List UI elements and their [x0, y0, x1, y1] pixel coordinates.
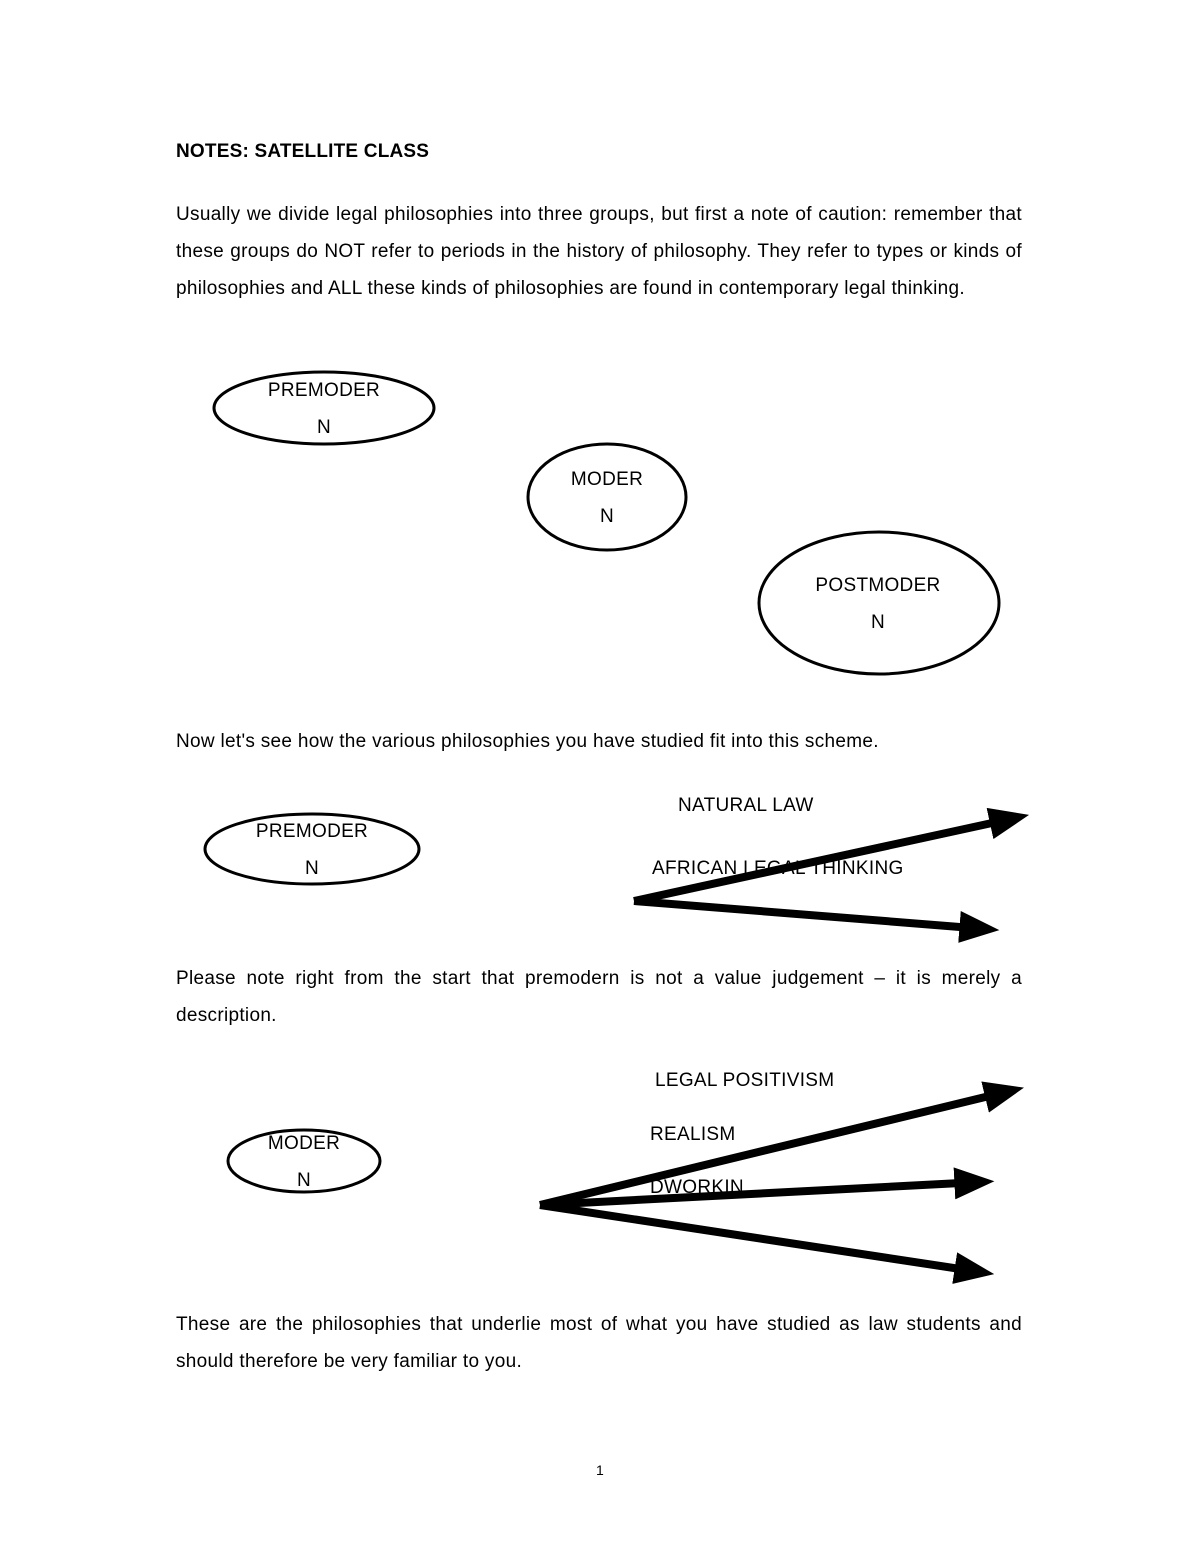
- page-heading: NOTES: SATELLITE CLASS: [176, 141, 430, 162]
- modern-label-line2: N: [599, 506, 615, 527]
- closing-paragraph: These are the philosophies that underlie most of what you have studied as law students and should therefore be very familiar to you.: [176, 1314, 1022, 1372]
- modern-branch-label: [224, 1125, 384, 1199]
- postmodern-label: [778, 567, 978, 641]
- premodern-branch-label-line2: N: [304, 858, 320, 879]
- modern-branch-label-line2: N: [296, 1170, 312, 1191]
- scheme-intro-paragraph: Now let's see how the various philosophies you have studied fit into this scheme.: [176, 731, 879, 752]
- premodern-branch-label-line1: PREMODER: [255, 821, 369, 842]
- premodern-label-line2: N: [316, 417, 332, 438]
- african-legal-thinking-label: AFRICAN LEGAL THINKING: [652, 858, 904, 879]
- natural-law-label: NATURAL LAW: [678, 795, 814, 816]
- postmodern-label-line2: N: [870, 612, 886, 633]
- premodern-branch-label: [232, 813, 392, 887]
- legal-positivism-label: LEGAL POSITIVISM: [655, 1070, 835, 1091]
- arrow-dworkin: [540, 1205, 980, 1272]
- premodern-note-paragraph: Please note right from the start that premodern is not a value judgement – it is merely a description.: [176, 968, 1022, 1026]
- modern-label-line1: MODER: [570, 469, 644, 490]
- dworkin-label: DWORKIN: [650, 1177, 744, 1198]
- realism-label: REALISM: [650, 1124, 736, 1145]
- arrow-african-legal-thinking: [634, 901, 985, 929]
- modern-branch-label-line1: MODER: [267, 1133, 341, 1154]
- intro-paragraph: Usually we divide legal philosophies into three groups, but first a note of caution: remember that these groups do NOT refer to periods in the history of philosophy. They refer to types or kinds of philosophies and ALL these kinds of philosophies are found in contemporary legal thinking.: [176, 204, 1022, 299]
- modern-label: [527, 461, 687, 535]
- postmodern-label-line1: POSTMODER: [815, 575, 941, 596]
- page-number: 1: [596, 1462, 604, 1478]
- premodern-label: [244, 372, 404, 446]
- premodern-label-line1: PREMODER: [267, 380, 381, 401]
